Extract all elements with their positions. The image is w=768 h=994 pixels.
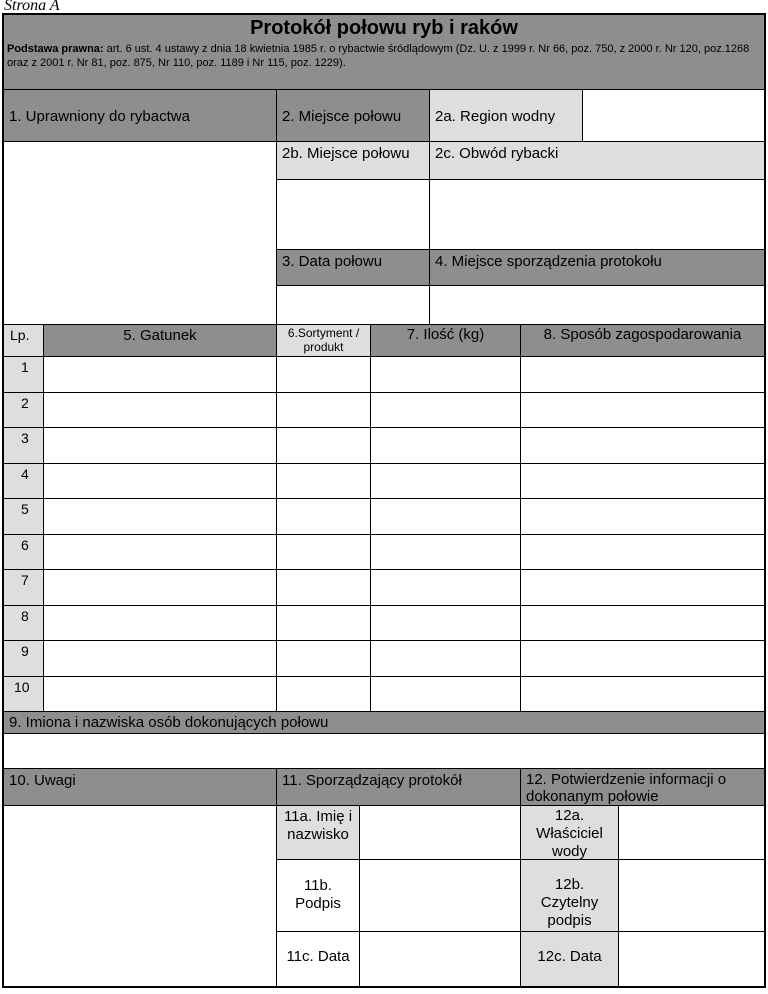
field-input-obwod-rybacki[interactable] <box>430 180 764 250</box>
field-input-czytelny-podpis[interactable] <box>619 860 764 932</box>
section-label-sporzadzajacy: 11. Sporządzający protokół <box>277 769 521 806</box>
row-sposob-cell[interactable] <box>521 393 764 429</box>
row-lp: 8 <box>4 606 44 642</box>
field-label-wlasciciel-wody: 12a. Właściciel wody <box>521 806 619 860</box>
field-input-imie-nazwisko[interactable] <box>360 806 521 860</box>
field-label-data-polowu: 3. Data połowu <box>277 250 430 286</box>
row-ilosc-cell[interactable] <box>371 464 521 500</box>
row-gatunek-cell[interactable] <box>44 499 277 535</box>
field-input-uprawniony[interactable] <box>4 142 277 325</box>
field-label-czytelny-podpis: 12b. Czytelny podpis <box>521 860 619 932</box>
legal-basis-text: art. 6 ust. 4 ustawy z dnia 18 kwietnia 1985 r. o rybactwie śródlądowym (Dz. U. z 1999 r. Nr 66, poz. 750, z 2000 r. Nr 120, poz.1268 oraz z 2001 r. Nr 81, poz. 875, Nr 110, poz. 1189 i Nr 115, poz. 1229). <box>7 43 750 69</box>
row-sortyment-cell[interactable] <box>277 357 371 393</box>
field-label-miejsce-polowu-2b: 2b. Miejsce połowu <box>277 142 430 180</box>
field-input-data-12c[interactable] <box>619 932 764 986</box>
row-sortyment-cell[interactable] <box>277 570 371 606</box>
row-sposob-cell[interactable] <box>521 535 764 571</box>
row-lp: 10 <box>4 677 44 713</box>
row-sposob-cell[interactable] <box>521 641 764 677</box>
field-input-data-11c[interactable] <box>360 932 521 986</box>
form-title: Protokół połowu ryb i raków <box>250 17 518 39</box>
section-label-uwagi: 10. Uwagi <box>4 769 277 806</box>
row-sortyment-cell[interactable] <box>277 535 371 571</box>
field-label-data-11c: 11c. Data <box>277 932 360 986</box>
row-sposob-cell[interactable] <box>521 499 764 535</box>
row-sortyment-cell[interactable] <box>277 499 371 535</box>
section-label-imiona-nazwiska: 9. Imiona i nazwiska osób dokonujących połowu <box>4 712 764 734</box>
section-input-uwagi[interactable] <box>4 806 277 986</box>
field-label-imie-nazwisko: 11a. Imię i nazwisko <box>277 806 360 860</box>
table-header-gatunek: 5. Gatunek <box>44 325 277 357</box>
row-gatunek-cell[interactable] <box>44 357 277 393</box>
field-label-miejsce-sporzadzenia: 4. Miejsce sporządzenia protokołu <box>430 250 764 286</box>
row-sposob-cell[interactable] <box>521 357 764 393</box>
row-sposob-cell[interactable] <box>521 677 764 713</box>
row-lp: 4 <box>4 464 44 500</box>
field-label-obwod-rybacki: 2c. Obwód rybacki <box>430 142 764 180</box>
row-sposob-cell[interactable] <box>521 428 764 464</box>
field-label-uprawniony: 1. Uprawniony do rybactwa <box>4 90 277 142</box>
field-input-region-wodny[interactable] <box>583 90 764 142</box>
field-label-region-wodny: 2a. Region wodny <box>430 90 583 142</box>
row-gatunek-cell[interactable] <box>44 428 277 464</box>
table-header-ilosc: 7. Ilość (kg) <box>371 325 521 357</box>
page-label: Strona A <box>4 0 60 14</box>
row-ilosc-cell[interactable] <box>371 357 521 393</box>
row-ilosc-cell[interactable] <box>371 677 521 713</box>
row-sortyment-cell[interactable] <box>277 464 371 500</box>
row-sposob-cell[interactable] <box>521 606 764 642</box>
row-sortyment-cell[interactable] <box>277 641 371 677</box>
row-sortyment-cell[interactable] <box>277 677 371 713</box>
field-input-miejsce-polowu-2b[interactable] <box>277 180 430 250</box>
row-sposob-cell[interactable] <box>521 570 764 606</box>
row-sposob-cell[interactable] <box>521 464 764 500</box>
row-lp: 2 <box>4 393 44 429</box>
row-lp: 7 <box>4 570 44 606</box>
table-header-lp: Lp. <box>4 325 44 357</box>
field-input-podpis[interactable] <box>360 860 521 932</box>
row-lp: 5 <box>4 499 44 535</box>
field-label-data-12c: 12c. Data <box>521 932 619 986</box>
field-input-data-polowu[interactable] <box>277 286 430 325</box>
row-gatunek-cell[interactable] <box>44 535 277 571</box>
row-gatunek-cell[interactable] <box>44 641 277 677</box>
row-gatunek-cell[interactable] <box>44 677 277 713</box>
row-gatunek-cell[interactable] <box>44 606 277 642</box>
field-input-miejsce-sporzadzenia[interactable] <box>430 286 764 325</box>
row-ilosc-cell[interactable] <box>371 535 521 571</box>
row-gatunek-cell[interactable] <box>44 393 277 429</box>
legal-basis <box>4 40 764 70</box>
field-input-wlasciciel-wody[interactable] <box>619 806 764 860</box>
row-sortyment-cell[interactable] <box>277 428 371 464</box>
section-input-imiona-nazwiska[interactable] <box>4 734 764 769</box>
row-gatunek-cell[interactable] <box>44 570 277 606</box>
field-label-podpis: 11b. Podpis <box>277 860 360 932</box>
row-ilosc-cell[interactable] <box>371 499 521 535</box>
row-ilosc-cell[interactable] <box>371 428 521 464</box>
table-header-sortyment: 6.Sortyment / produkt <box>277 325 371 357</box>
field-label-miejsce-polowu: 2. Miejsce połowu <box>277 90 430 142</box>
table-header-sposob: 8. Sposób zagospodarowania <box>521 325 764 357</box>
row-sortyment-cell[interactable] <box>277 393 371 429</box>
legal-basis-label: Podstawa prawna: <box>7 43 104 55</box>
row-sortyment-cell[interactable] <box>277 606 371 642</box>
section-label-potwierdzenie: 12. Potwierdzenie informacji o dokonanym połowie <box>521 769 764 806</box>
row-ilosc-cell[interactable] <box>371 570 521 606</box>
form-header <box>4 15 764 90</box>
row-lp: 3 <box>4 428 44 464</box>
row-lp: 1 <box>4 357 44 393</box>
row-ilosc-cell[interactable] <box>371 641 521 677</box>
row-ilosc-cell[interactable] <box>371 393 521 429</box>
row-lp: 6 <box>4 535 44 571</box>
row-gatunek-cell[interactable] <box>44 464 277 500</box>
row-ilosc-cell[interactable] <box>371 606 521 642</box>
row-lp: 9 <box>4 641 44 677</box>
